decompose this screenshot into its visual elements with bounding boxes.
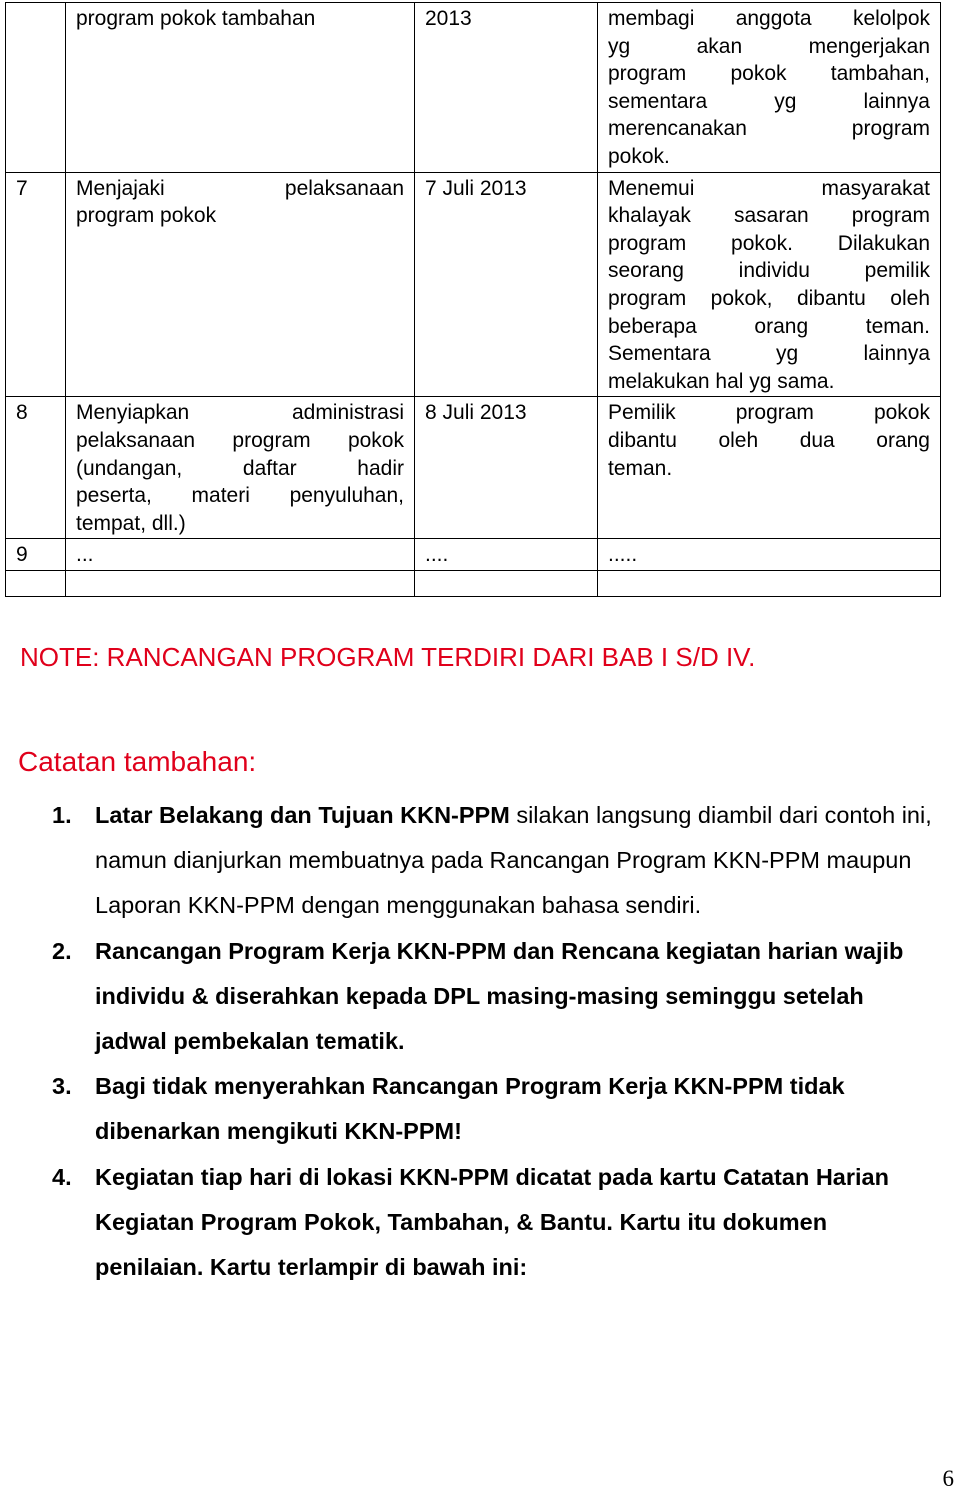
note-heading: NOTE: RANCANGAN PROGRAM TERDIRI DARI BAB I S/D IV. — [20, 642, 756, 672]
row-number — [6, 3, 66, 173]
table-row — [6, 172, 941, 397]
description-line: program pokok. Dilakukan — [608, 231, 930, 255]
list-item — [0, 1064, 935, 1154]
table-row-empty — [6, 570, 941, 596]
description-line: merencanakan program — [608, 117, 930, 141]
description-cell — [598, 172, 941, 397]
description-line: program pokok tambahan, — [608, 62, 930, 86]
list-item — [0, 929, 935, 1065]
empty-cell — [66, 570, 415, 596]
description-line: yg akan mengerjakan — [608, 34, 930, 58]
activity-line: Menjajaki pelaksanaan — [76, 176, 404, 200]
description-line: pokok. — [608, 144, 670, 168]
list-number: 3. — [52, 1073, 72, 1100]
list-item — [0, 1155, 935, 1291]
activity-line: Menyiapkan administrasi — [76, 401, 404, 425]
schedule-table — [5, 2, 941, 597]
row-number: 9 — [6, 539, 66, 571]
empty-cell — [415, 570, 598, 596]
notes-list — [0, 793, 935, 1290]
description-line: dibantu oleh dua orang — [608, 428, 930, 452]
activity-line: program pokok tambahan — [76, 7, 316, 30]
activity-line: program pokok — [76, 204, 217, 228]
activity-cell — [66, 539, 415, 571]
description-line: teman. — [608, 456, 673, 480]
description-line: melakukan hal yg sama. — [608, 369, 835, 393]
date-cell: .... — [415, 539, 598, 571]
date-cell: 7 Juli 2013 — [415, 172, 598, 397]
description-line: ..... — [608, 543, 638, 567]
description-line: beberapa orang teman. — [608, 314, 930, 338]
note-bold-text: Latar Belakang dan Tujuan KKN-PPM — [95, 802, 510, 828]
table-row — [6, 539, 941, 571]
description-line: Menemui masyarakat — [608, 176, 930, 200]
table-row — [6, 3, 941, 173]
description-line: program pokok, dibantu oleh — [608, 286, 930, 310]
list-number: 2. — [52, 937, 72, 964]
empty-cell — [6, 570, 66, 596]
activity-line: tempat, dll.) — [76, 511, 186, 535]
note-bold-text: Kegiatan tiap hari di lokasi KKN-PPM dicatat pada kartu Catatan Harian Kegiatan Program Pokok, Tambahan, & Bantu. Kartu itu dokumen penilaian. Kartu terlampir di bawah ini: — [95, 1163, 889, 1281]
list-number: 4. — [52, 1163, 72, 1190]
catatan-heading: Catatan tambahan: — [18, 746, 257, 777]
description-cell — [598, 3, 941, 173]
description-line: khalayak sasaran program — [608, 204, 930, 228]
note-text: silakan langsung diambil dari contoh ini, namun dianjurkan membuatnya pada Rancangan Program KKN-PPM maupun Laporan KKN-PPM dengan menggunakan bahasa sendiri. — [95, 802, 932, 919]
row-number: 7 — [6, 172, 66, 397]
table-row — [6, 397, 941, 539]
activity-cell — [66, 397, 415, 539]
activity-cell — [66, 3, 415, 173]
description-line: membagi anggota kelolpok — [608, 7, 930, 30]
description-line: sementara yg lainnya — [608, 89, 930, 113]
activity-line: peserta, materi penyuluhan, — [76, 484, 404, 508]
note-bold-text: Rancangan Program Kerja KKN-PPM dan Rencana kegiatan harian wajib individu & diserahkan kepada DPL masing-masing seminggu setelah jadwal pembekalan tematik. — [95, 937, 904, 1055]
activity-line: pelaksanaan program pokok — [76, 428, 404, 452]
description-line: seorang individu pemilik — [608, 259, 930, 283]
description-line: Sementara yg lainnya — [608, 342, 930, 366]
description-cell — [598, 539, 941, 571]
note-bold-text: Bagi tidak menyerahkan Rancangan Program Kerja KKN-PPM tidak dibenarkan mengikuti KKN-PPM! — [95, 1073, 845, 1145]
activity-line: (undangan, daftar hadir — [76, 456, 404, 480]
row-number: 8 — [6, 397, 66, 539]
description-line: Pemilik program pokok — [608, 401, 930, 425]
description-cell — [598, 397, 941, 539]
activity-line: ... — [76, 543, 94, 567]
empty-cell — [598, 570, 941, 596]
list-number: 1. — [52, 802, 72, 828]
date-cell: 2013 — [415, 3, 598, 173]
date-cell: 8 Juli 2013 — [415, 397, 598, 539]
list-item — [0, 793, 935, 929]
page-number: 6 — [942, 1466, 954, 1491]
activity-cell — [66, 172, 415, 397]
